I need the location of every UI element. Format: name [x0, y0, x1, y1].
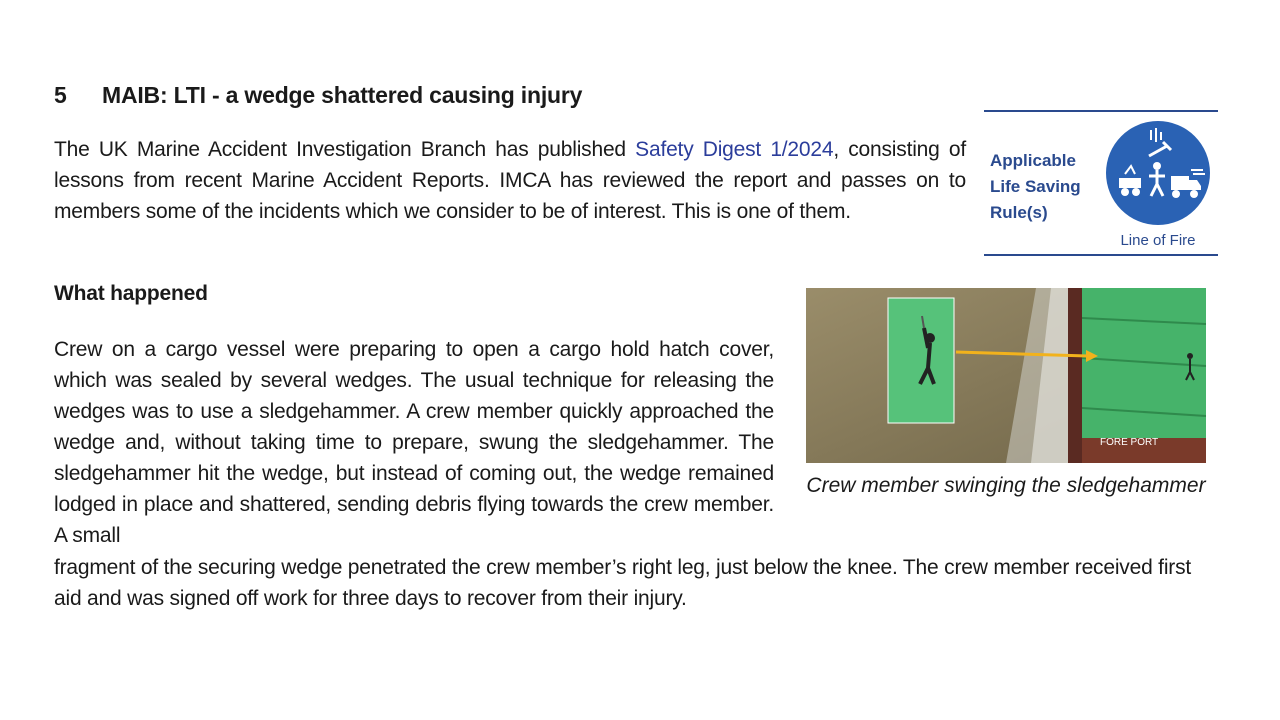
crew-member-photo	[806, 288, 1206, 463]
section-number: 5	[54, 82, 67, 108]
intro-text-after-link: , consisting of lessons from recent Marine Accident Reports. IMCA has reviewed the report and passes on to members some of the incidents which we consider to be of interest. This is one of them.	[54, 138, 966, 223]
life-saving-rule-name: Line of Fire	[1120, 232, 1196, 249]
section-heading	[54, 82, 582, 109]
life-saving-rule-title: Applicable Life Saving Rule(s)	[990, 151, 1081, 222]
intro-paragraph	[54, 134, 966, 227]
line-of-fire-icon	[1105, 120, 1211, 226]
intro-text-before-link: The UK Marine Accident Investigation Branch has published	[54, 138, 636, 161]
life-saving-rule-box	[984, 110, 1218, 256]
photo-caption: Crew member swinging the sledgehammer	[806, 474, 1206, 497]
safety-digest-link[interactable]: Safety Digest 1/2024	[635, 138, 834, 161]
what-happened-heading: What happened	[54, 282, 208, 305]
photo-overlay-text: FORE PORT	[1100, 437, 1159, 448]
what-happened-paragraph-part1: Crew on a cargo vessel were preparing to open a cargo hold hatch cover, which was sealed by several wedges. The usual technique for releasing the wedges was to use a sledgehammer. A crew member quickly approached the wedge and, without taking time to prepare, swung the sledgehammer. The sledgehammer hit the wedge, but instead of coming out, the wedge remained lodged in place and shattered, sending debris flying towards the crew member. A small	[54, 338, 774, 547]
section-title: MAIB: LTI - a wedge shattered causing injury	[102, 82, 583, 108]
what-happened-paragraph-part2: fragment of the securing wedge penetrated the crew member’s right leg, just below the knee. The crew member received first aid and was signed off work for three days to recover from their injury.	[54, 556, 1192, 610]
